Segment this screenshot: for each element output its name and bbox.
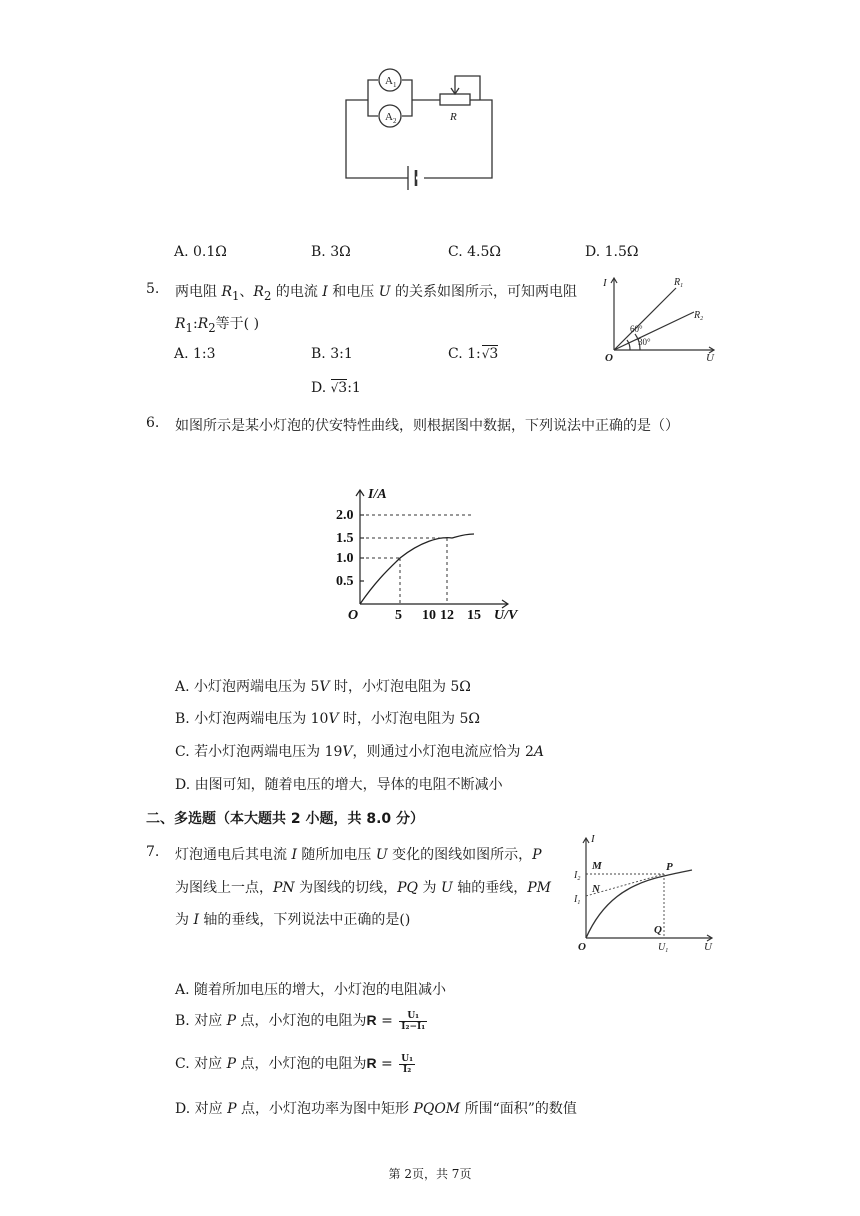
svg-text:O: O xyxy=(578,941,586,952)
q5-option-a[interactable]: A. 1:3 xyxy=(174,346,216,362)
q5-iu-graph xyxy=(600,270,722,364)
q5-stem-line1: 两电阻 $R_1$、$R_2$ 的电流 I 和电压 U 的关系如图所示，可知两电阻 xyxy=(175,284,577,303)
svg-text:U: U xyxy=(704,941,712,952)
q4-option-a[interactable]: A. 0.1Ω xyxy=(174,244,227,260)
q5-option-c[interactable]: C. 1:√3 xyxy=(448,346,499,362)
q6-number: 6. xyxy=(146,415,160,431)
svg-text:0.5: 0.5 xyxy=(336,574,354,589)
section-title-multiple-choice: 二、多选题（本大题共 2 小题，共 8.0 分） xyxy=(146,811,425,827)
svg-text:15: 15 xyxy=(467,608,481,622)
q7-option-c[interactable]: C. 对应 P 点，小灯泡的电阻为R = $\frac{\text{U₁}}{\text{I₂}}$ xyxy=(175,1053,414,1075)
svg-text:I1: $I_1$ xyxy=(574,894,581,906)
q7-stem-line2: 为图线上一点，PN 为图线的切线，PQ 为 U 轴的垂线，PM xyxy=(175,880,551,896)
q7-stem-line1: 灯泡通电后其电流 I 随所加电压 U 变化的图线如图所示，P xyxy=(175,847,542,863)
q4-option-c[interactable]: C. 4.5Ω xyxy=(448,244,501,260)
svg-text:60°: 60° xyxy=(630,324,643,334)
svg-text:1.5: 1.5 xyxy=(336,531,354,546)
q6-option-d[interactable]: D. 由图可知，随着电压的增大，导体的电阻不断减小 xyxy=(175,777,503,793)
svg-text:I: I xyxy=(603,277,607,289)
svg-text:R1: $R_1$ xyxy=(674,277,684,289)
svg-text:2.0: 2.0 xyxy=(336,508,354,523)
svg-text:R2: $R_2$ xyxy=(694,310,704,322)
q7-number: 7. xyxy=(146,844,160,860)
svg-text:P: P xyxy=(666,861,673,873)
svg-text:U/V: U/V xyxy=(494,608,518,622)
svg-text:12: 12 xyxy=(440,608,454,622)
q7-stem-line3: 为 I 轴的垂线，下列说法中正确的是() xyxy=(175,912,411,928)
q4-option-b[interactable]: B. 3Ω xyxy=(311,244,351,260)
q6-iv-curve xyxy=(330,482,530,622)
circuit-diagram xyxy=(340,62,500,192)
q7-option-d[interactable]: D. 对应 P 点，小灯泡功率为图中矩形 PQOM 所围“面积”的数值 xyxy=(175,1101,577,1117)
q7-option-a[interactable]: A. 随着所加电压的增大，小灯泡的电阻减小 xyxy=(175,982,447,998)
q6-option-a[interactable]: A. 小灯泡两端电压为 5V 时，小灯泡电阻为 5Ω xyxy=(175,679,471,695)
q4-option-d[interactable]: D. 1.5Ω xyxy=(585,244,639,260)
q7-option-b[interactable]: B. 对应 P 点，小灯泡的电阻为R = $\frac{\text{U₁}}{\text{I₂−I₁}}$ xyxy=(175,1010,426,1032)
svg-text:10: 10 xyxy=(422,608,436,622)
svg-text:O: O xyxy=(605,352,613,364)
svg-text:5: 5 xyxy=(395,608,402,622)
svg-text:M: M xyxy=(592,860,602,872)
q6-stem: 如图所示是某小灯泡的伏安特性曲线，则根据图中数据，下列说法中正确的是（） xyxy=(175,418,679,434)
q7-option-b-fraction: $\frac{\text{U₁}}{\text{I₂−I₁}}$ xyxy=(401,1010,426,1032)
q6-option-b[interactable]: B. 小灯泡两端电压为 10V 时，小灯泡电阻为 5Ω xyxy=(175,711,481,727)
q6-option-c[interactable]: C. 若小灯泡两端电压为 19V，则通过小灯泡电流应恰为 2A xyxy=(175,744,544,760)
svg-text:30°: 30° xyxy=(638,337,651,347)
q5-option-b[interactable]: B. 3:1 xyxy=(311,346,353,362)
q5-stem-line2: $R_1:R_2$等于( ) xyxy=(175,316,260,335)
q5-number: 5. xyxy=(146,281,160,297)
svg-text:I2: $I_2$ xyxy=(574,870,581,882)
q7-iu-graph xyxy=(572,832,722,952)
svg-text:Q: Q xyxy=(654,924,662,936)
page-footer: 第 2页，共 7页 xyxy=(388,1167,472,1181)
svg-text:I: I xyxy=(591,833,595,845)
svg-text:I/A: I/A xyxy=(368,487,387,502)
svg-text:O: O xyxy=(348,608,359,622)
svg-text:R: R xyxy=(450,111,457,123)
svg-text:1.0: 1.0 xyxy=(336,551,354,566)
q7-option-c-fraction: $\frac{\text{U₁}}{\text{I₂}}$ xyxy=(401,1053,414,1075)
svg-text:N: N xyxy=(592,883,600,895)
svg-text:U: U xyxy=(706,352,714,364)
q5-option-d[interactable]: D. √3:1 xyxy=(311,380,361,396)
svg-text:A2: $A_2$ xyxy=(385,111,397,125)
svg-text:U1: $U_1$ xyxy=(658,942,669,952)
svg-text:A1: $A_1$ xyxy=(385,75,397,89)
